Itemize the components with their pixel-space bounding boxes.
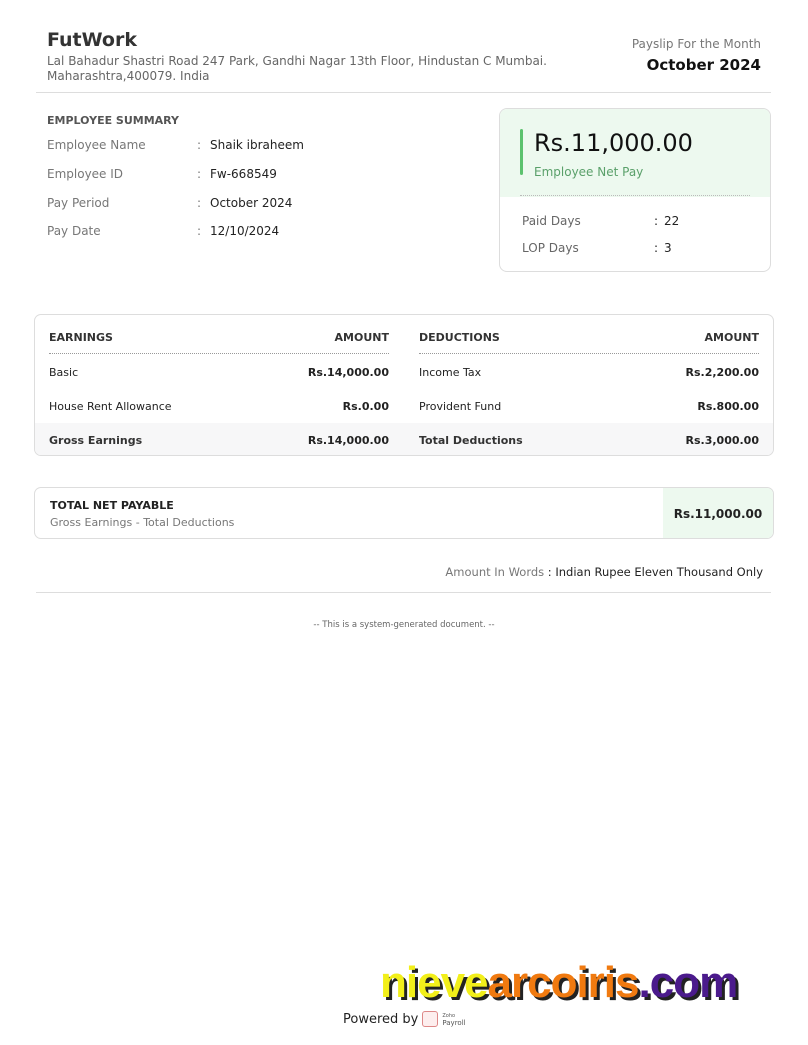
colon: : xyxy=(197,224,202,238)
watermark-part: .com xyxy=(638,958,738,1007)
powered-label: Powered by xyxy=(343,1011,419,1027)
net-payable-subtitle: Gross Earnings - Total Deductions xyxy=(50,516,235,529)
deduction-amount: Rs.800.00 xyxy=(697,400,759,413)
watermark xyxy=(380,958,737,1008)
summary-row xyxy=(47,196,292,210)
amount-header: AMOUNT xyxy=(704,331,759,344)
label: Employee ID xyxy=(47,167,124,181)
watermark-part: arcoiris xyxy=(487,958,639,1007)
payslip-month-label: Payslip For the Month xyxy=(631,37,761,51)
summary-row xyxy=(47,138,304,152)
totals-row-background xyxy=(35,423,773,456)
value: 3 xyxy=(664,241,672,255)
value: October 2024 xyxy=(210,196,293,210)
earnings-deductions-table xyxy=(34,314,774,456)
accent-bar xyxy=(520,129,523,175)
gross-earnings-amount: Rs.14,000.00 xyxy=(307,434,389,447)
colon: : xyxy=(654,214,659,228)
label: LOP Days xyxy=(522,241,579,255)
gross-earnings-label: Gross Earnings xyxy=(49,434,143,447)
company-name: FutWork xyxy=(47,29,137,51)
paid-days-row xyxy=(522,214,679,228)
system-generated-note: -- This is a system-generated document. -- xyxy=(313,620,495,630)
deductions-header: DEDUCTIONS xyxy=(419,331,500,344)
label: Employee Name xyxy=(47,138,146,152)
deduction-label: Income Tax xyxy=(419,366,482,379)
divider xyxy=(36,592,771,593)
colon: : xyxy=(197,167,202,181)
colon: : xyxy=(654,241,659,255)
brand-small: Zoho xyxy=(442,1012,456,1019)
address-line-2: Maharashtra,400079. India xyxy=(47,69,210,83)
lop-days-row xyxy=(522,241,672,255)
value: 22 xyxy=(664,214,680,228)
earning-label: House Rent Allowance xyxy=(49,400,172,413)
amount-in-words xyxy=(445,565,763,579)
net-pay-amount: Rs.11,000.00 xyxy=(534,129,693,157)
total-net-payable xyxy=(34,487,774,539)
label: Pay Period xyxy=(47,196,110,210)
earning-label: Basic xyxy=(49,366,79,379)
deduction-amount: Rs.2,200.00 xyxy=(685,366,759,379)
brand xyxy=(442,1012,465,1027)
net-pay-label: Employee Net Pay xyxy=(534,165,644,179)
earning-amount: Rs.0.00 xyxy=(342,400,389,413)
address-line-1: Lal Bahadur Shastri Road 247 Park, Gandhi Nagar 13th Floor, Hindustan C Mumbai. xyxy=(47,54,547,68)
label: Pay Date xyxy=(47,224,101,238)
dotted-divider xyxy=(49,353,389,354)
dotted-divider xyxy=(419,353,759,354)
deduction-label: Provident Fund xyxy=(419,400,502,413)
watermark-part: nieve xyxy=(380,958,488,1007)
words-value: : Indian Rupee Eleven Thousand Only xyxy=(544,565,763,579)
net-payable-title: TOTAL NET PAYABLE xyxy=(50,499,174,512)
summary-row xyxy=(47,167,277,181)
net-pay-card xyxy=(499,108,771,272)
value: Fw-668549 xyxy=(210,167,277,181)
label: Paid Days xyxy=(522,214,581,228)
colon: : xyxy=(197,196,202,210)
earnings-header: EARNINGS xyxy=(49,331,113,344)
divider xyxy=(36,92,771,93)
summary-row xyxy=(47,224,279,238)
employee-summary-title: EMPLOYEE SUMMARY xyxy=(47,114,180,127)
brand-name: Payroll xyxy=(442,1018,466,1027)
payslip-month: October 2024 xyxy=(646,56,761,74)
amount-header: AMOUNT xyxy=(334,331,389,344)
net-payable-amount: Rs.11,000.00 xyxy=(663,488,773,539)
value: Shaik ibraheem xyxy=(210,138,304,152)
company-address xyxy=(47,54,547,84)
total-deductions-amount: Rs.3,000.00 xyxy=(685,434,759,447)
powered-by xyxy=(343,1011,466,1027)
earning-amount: Rs.14,000.00 xyxy=(307,366,389,379)
colon: : xyxy=(197,138,202,152)
zoho-payroll-logo-icon xyxy=(422,1011,438,1027)
total-deductions-label: Total Deductions xyxy=(419,434,523,447)
value: 12/10/2024 xyxy=(210,224,280,238)
words-label: Amount In Words xyxy=(445,565,545,579)
dotted-divider xyxy=(520,195,750,196)
